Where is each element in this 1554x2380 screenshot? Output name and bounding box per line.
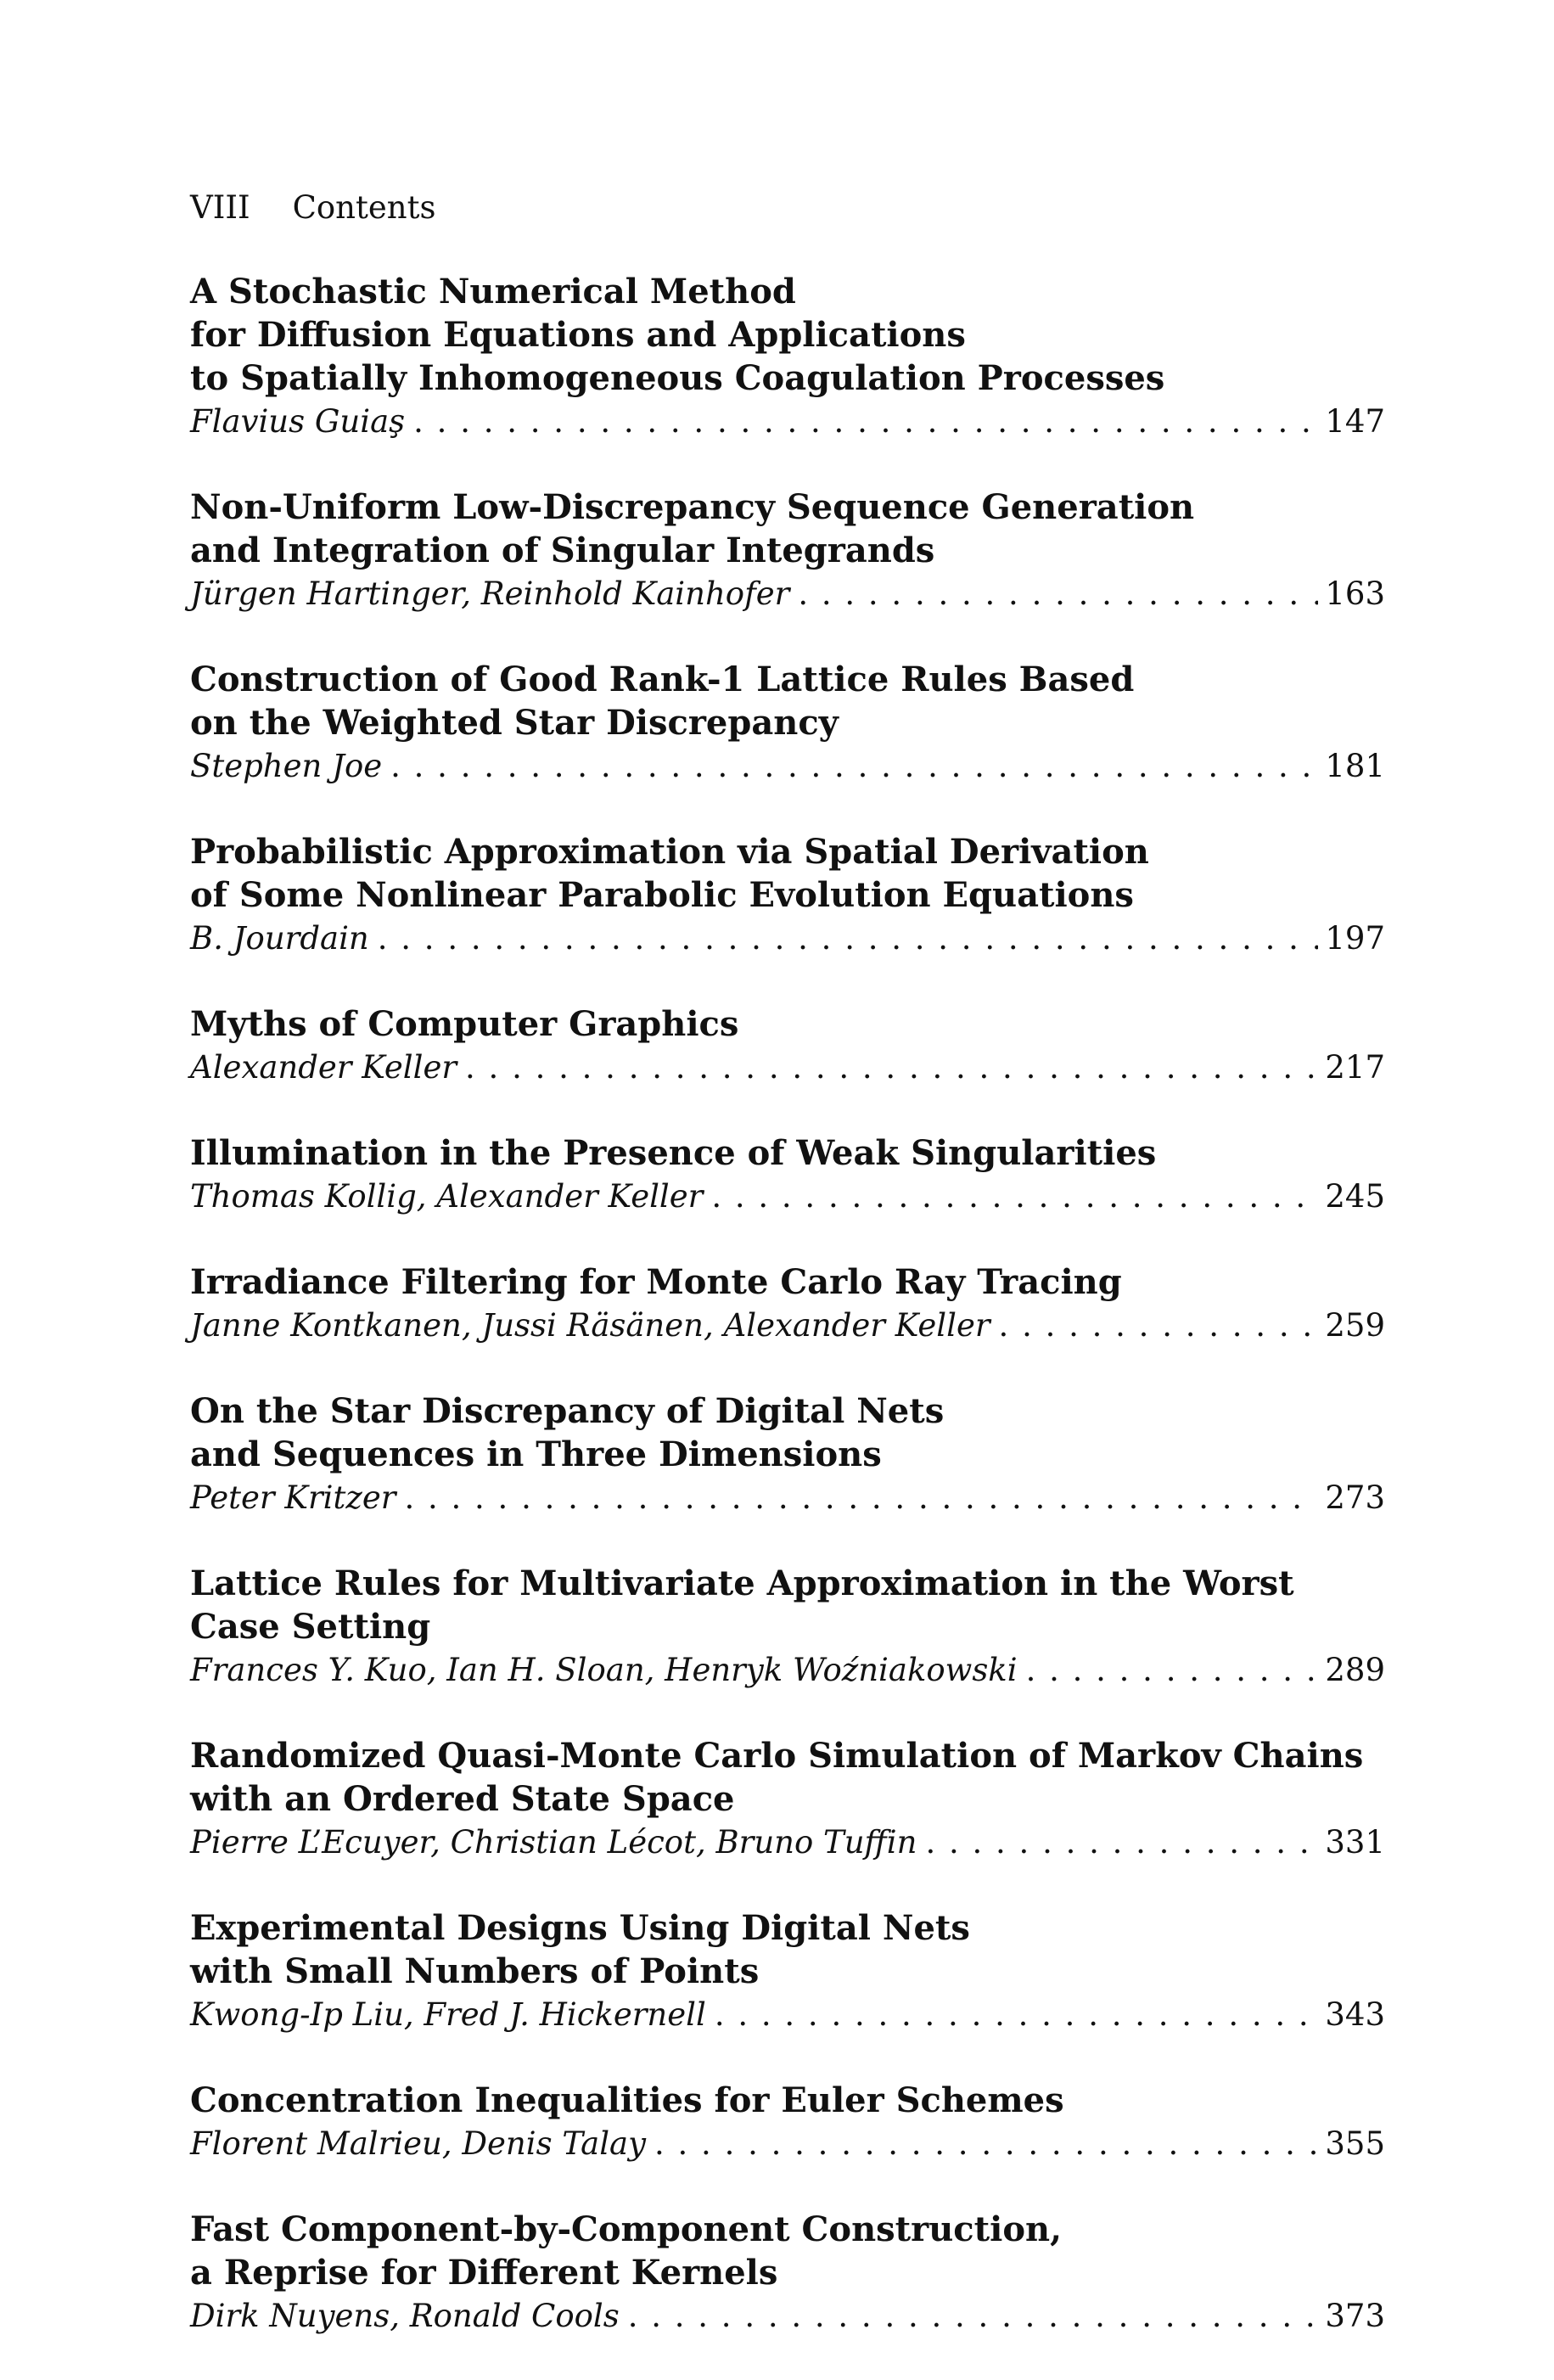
entry-title-line: of Some Nonlinear Parabolic Evolution Equations [190,875,1134,915]
dot-leader [404,1476,1318,1519]
entry-page-number: 289 [1325,1652,1385,1688]
entry-page-number: 181 [1325,748,1385,784]
entry-author-line [190,2294,1385,2338]
entry-page-number: 163 [1325,575,1385,612]
entry-title-line: Illumination in the Presence of Weak Singularities [190,1133,1157,1173]
entry-author-line [190,1304,1385,1347]
dot-leader [390,744,1318,788]
entry-page-number: 355 [1325,2125,1385,2162]
entry-page-number: 343 [1325,1996,1385,2033]
toc-entry [190,1906,1385,2036]
entry-title-line: Construction of Good Rank-1 Lattice Rules Based [190,660,1135,699]
dot-leader [999,1304,1319,1347]
entry-title-line: for Diffusion Equations and Applications [190,315,966,355]
entry-title-line: with an Ordered State Space [190,1779,735,1819]
page-folio: VIII [190,189,250,226]
entry-authors: Janne Kontkanen, Jussi Räsänen, Alexander Keller [190,1307,990,1344]
entry-author-line [190,1993,1385,2036]
entry-authors: Flavius Guiaş [190,403,406,440]
entry-author-line [190,572,1385,615]
entry-page-number: 197 [1325,920,1385,957]
toc-entry [190,1734,1385,1864]
entry-title [190,1260,1385,1304]
toc-entry [190,658,1385,788]
toc-entry [190,830,1385,960]
entry-title [190,1131,1385,1175]
entry-page-number: 331 [1325,1824,1385,1861]
entry-title-line: a Reprise for Different Kernels [190,2253,778,2293]
entry-authors: Florent Malrieu, Denis Talay [190,2125,647,2162]
entry-authors: Kwong-Ip Liu, Fred J. Hickernell [190,1996,706,2033]
running-head-title: Contents [292,189,436,226]
entry-title-line: Experimental Designs Using Digital Nets [190,1908,970,1948]
entry-title-line: on the Weighted Star Discrepancy [190,703,839,743]
entry-title-line: Probabilistic Approximation via Spatial Derivation [190,832,1149,872]
entry-title [190,2079,1385,2122]
entry-title-line: Irradiance Filtering for Monte Carlo Ray Tracing [190,1262,1122,1302]
entry-authors: Jürgen Hartinger, Reinhold Kainhofer [190,575,790,612]
dot-leader [413,400,1318,443]
entry-page-number: 245 [1325,1178,1385,1215]
toc-entry [190,1389,1385,1519]
entry-authors: Thomas Kollig, Alexander Keller [190,1178,704,1215]
entry-title [190,270,1385,400]
entry-page-number: 147 [1325,403,1385,440]
dot-leader [925,1821,1318,1864]
dot-leader [798,572,1318,615]
entry-page-number: 373 [1325,2298,1385,2334]
toc-entry [190,270,1385,443]
entry-title-line: to Spatially Inhomogeneous Coagulation Processes [190,358,1165,398]
dot-leader [628,2294,1319,2338]
toc-entry [190,1562,1385,1692]
entry-title-line: Non-Uniform Low-Discrepancy Sequence Generation [190,487,1195,527]
running-head [190,188,1385,227]
toc-entry [190,2208,1385,2338]
toc-entry [190,2079,1385,2165]
entry-author-line [190,744,1385,788]
entry-title [190,658,1385,744]
dot-leader [711,1175,1318,1218]
entry-title-line: Lattice Rules for Multivariate Approximation in the Worst [190,1563,1294,1603]
toc-entry [190,486,1385,615]
entry-title-line: Myths of Computer Graphics [190,1004,739,1044]
entry-authors: Pierre L’Ecuyer, Christian Lécot, Bruno Tuffin [190,1824,917,1861]
entry-authors: B. Jourdain [190,920,369,957]
entry-page-number: 259 [1325,1307,1385,1344]
toc-entry [190,1131,1385,1218]
entry-authors: Frances Y. Kuo, Ian H. Sloan, Henryk Woźniakowski [190,1652,1018,1688]
entry-authors: Alexander Keller [190,1049,457,1086]
entry-author-line [190,917,1385,960]
entry-title [190,2208,1385,2294]
entry-title-line: Fast Component-by-Component Construction, [190,2209,1063,2249]
dot-leader [715,1993,1319,2036]
entry-title-line: A Stochastic Numerical Method [190,272,796,312]
entry-title [190,1389,1385,1476]
dot-leader [1026,1648,1319,1692]
entry-page-number: 217 [1325,1049,1385,1086]
entry-author-line [190,1175,1385,1218]
entry-title [190,1002,1385,1046]
entry-title-line: with Small Numbers of Points [190,1951,760,1991]
entry-author-line [190,1648,1385,1692]
entry-authors: Stephen Joe [190,748,383,784]
toc-entry [190,1002,1385,1089]
entry-title-line: and Sequences in Three Dimensions [190,1434,882,1474]
entry-author-line [190,1476,1385,1519]
entry-authors: Peter Kritzer [190,1479,396,1516]
dot-leader [654,2122,1318,2165]
contents-page [190,188,1385,2380]
entry-authors: Dirk Nuyens, Ronald Cools [190,2298,620,2334]
entry-author-line [190,400,1385,443]
entry-page-number: 273 [1325,1479,1385,1516]
entry-author-line [190,1821,1385,1864]
dot-leader [465,1046,1318,1089]
dot-leader [378,917,1319,960]
entry-author-line [190,1046,1385,1089]
entry-title [190,1562,1385,1648]
entry-title [190,1906,1385,1993]
entry-title [190,830,1385,917]
table-of-contents [190,270,1385,2338]
entry-title-line: Concentration Inequalities for Euler Schemes [190,2080,1064,2120]
entry-title-line: and Integration of Singular Integrands [190,530,935,570]
entry-author-line [190,2122,1385,2165]
entry-title-line: Case Setting [190,1607,431,1647]
entry-title [190,486,1385,572]
entry-title [190,1734,1385,1821]
toc-entry [190,1260,1385,1347]
entry-title-line: On the Star Discrepancy of Digital Nets [190,1391,945,1431]
entry-title-line: Randomized Quasi-Monte Carlo Simulation of Markov Chains [190,1736,1364,1776]
